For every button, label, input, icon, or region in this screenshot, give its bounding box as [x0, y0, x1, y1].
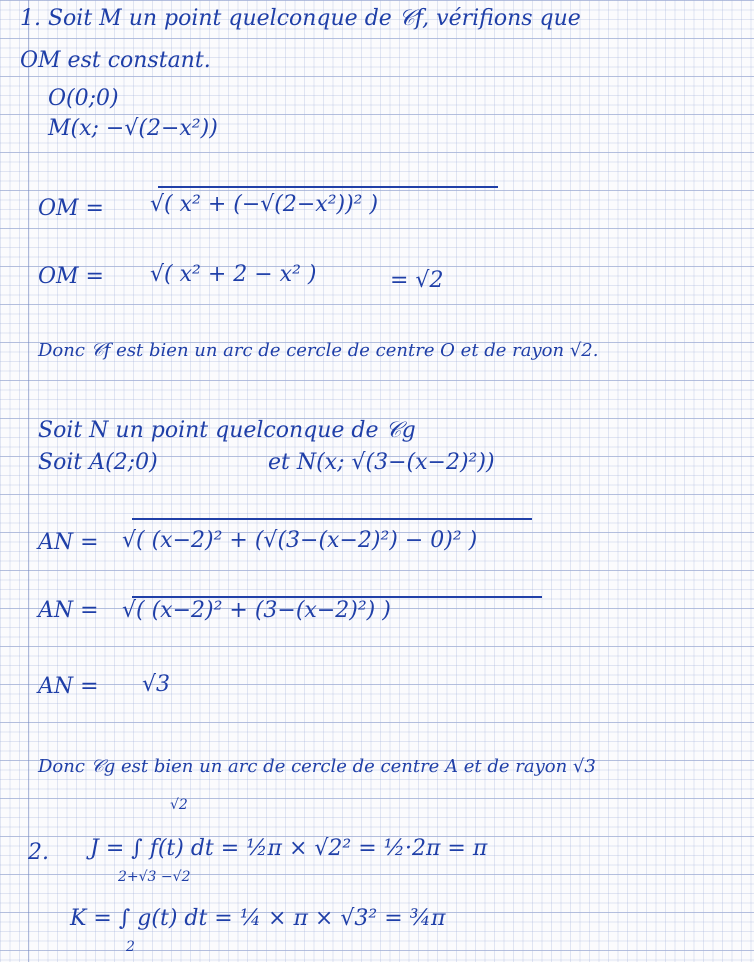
question-1-line-2: OM est constant.	[20, 48, 211, 73]
om-equation-1-lhs: OM =	[38, 196, 104, 221]
point-o-coordinates: O(0;0)	[48, 86, 119, 111]
point-n-intro: Soit N un point quelconque de 𝒞g	[38, 418, 416, 443]
integral-k-lower-bound: 2	[126, 939, 135, 955]
conclusion-1: Donc 𝒞f est bien un arc de cercle de centre O et de rayon √2.	[38, 340, 599, 361]
an-equation-1-lhs: AN =	[38, 530, 99, 555]
om-equation-1-rhs: √( x² + (−√(2−x²))² )	[150, 192, 379, 217]
question-2-number: 2.	[28, 840, 49, 865]
an-equation-3-lhs: AN =	[38, 674, 99, 699]
point-n-coordinates: et N(x; √(3−(x−2)²))	[268, 450, 495, 475]
integral-j-expression: J = ∫ f(t) dt = ½π × √2² = ½·2π = π	[90, 836, 488, 861]
an-equation-2-lhs: AN =	[38, 598, 99, 623]
om-equation-2-result: = √2	[390, 268, 444, 293]
question-1-line-1: 1. Soit M un point quelconque de 𝒞f, vérifions que	[20, 6, 581, 31]
integral-j-upper-bound: √2	[170, 797, 188, 813]
margin-line	[28, 0, 29, 962]
om-1-root-bar	[158, 186, 498, 188]
om-equation-2-lhs: OM =	[38, 264, 104, 289]
conclusion-2: Donc 𝒞g est bien un arc de cercle de centre A et de rayon √3	[38, 756, 596, 777]
om-equation-2-rhs: √( x² + 2 − x² )	[150, 262, 317, 287]
an-1-root-bar	[132, 518, 532, 520]
an-equation-1-rhs: √( (x−2)² + (√(3−(x−2)²) − 0)² )	[122, 528, 478, 553]
integral-j-lower-bound: 2+√3 −√2	[118, 869, 191, 885]
an-equation-2-rhs: √( (x−2)² + (3−(x−2)²) )	[122, 598, 391, 623]
an-equation-3-rhs: √3	[142, 672, 171, 697]
integral-k-expression: K = ∫ g(t) dt = ¼ × π × √3² = ¾π	[70, 906, 446, 931]
an-2-root-bar	[132, 596, 542, 598]
point-m-coordinates: M(x; −√(2−x²))	[48, 116, 218, 141]
point-a-coordinates: Soit A(2;0)	[38, 450, 158, 475]
